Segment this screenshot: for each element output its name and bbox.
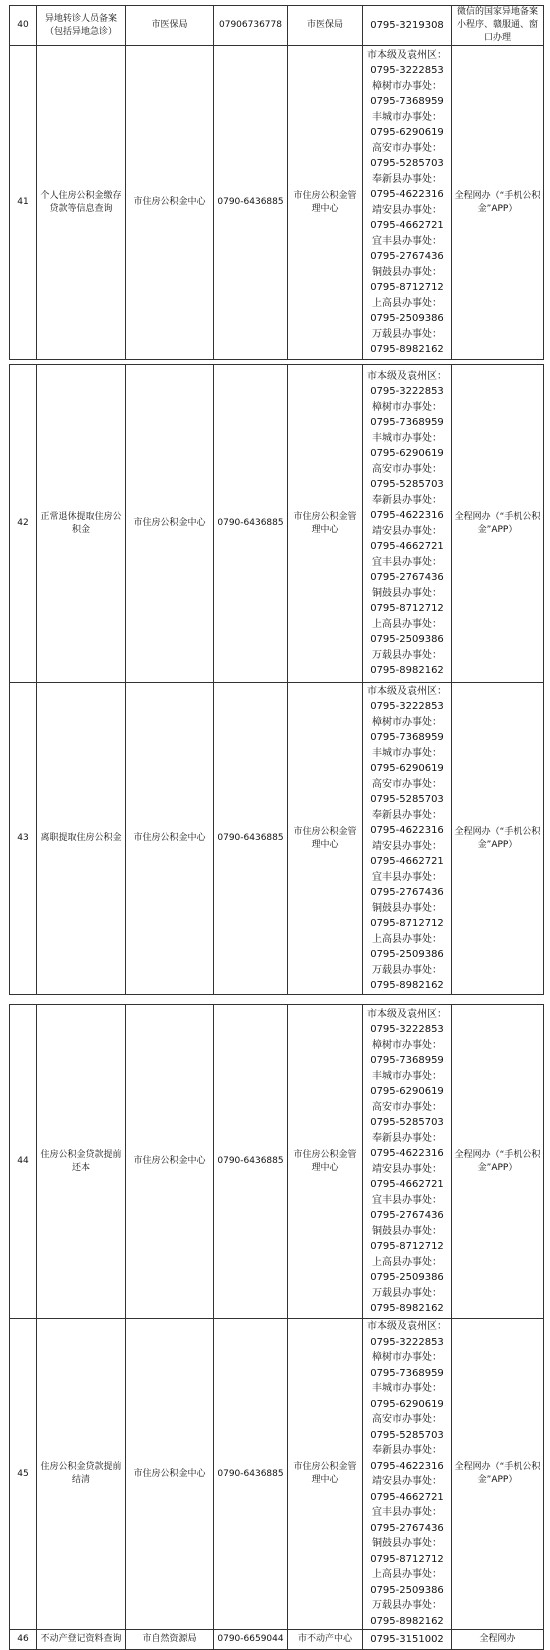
contact-line: 0795-3222853 (370, 386, 444, 397)
row-number: 45 (10, 1319, 37, 1630)
contact-line: 奉新县办事处： (372, 809, 442, 821)
service-item: 异地转诊人员备案（包括异地急诊） (37, 6, 126, 46)
contact-line: 0795-8712712 (370, 282, 444, 293)
service-table-block-2 (9, 364, 544, 995)
table-row (10, 365, 544, 683)
contact-line: 市本级及袁州区： (367, 1321, 447, 1332)
handling-unit: 市住房公积金管理中心 (288, 365, 363, 683)
table-row (10, 1630, 544, 1650)
contact-line: 0795-3219308 (370, 19, 444, 31)
contact-line: 0795-8982162 (370, 1615, 444, 1627)
contact-line: 丰城市办事处： (372, 747, 442, 759)
contact-line: 0795-7368959 (370, 1367, 444, 1379)
contact-line: 丰城市办事处： (372, 1070, 442, 1082)
contact-line: 0795-5285703 (370, 794, 444, 805)
contact-line: 0795-8982162 (370, 1303, 444, 1314)
table-row (10, 683, 544, 995)
contact-line: 0795-3222853 (370, 1336, 444, 1348)
responsible-department: 市医保局 (126, 6, 214, 46)
contact-line: 0795-6290619 (370, 127, 444, 138)
contact-line: 0795-8982162 (370, 980, 444, 991)
contact-line: 铜鼓县办事处： (372, 1538, 442, 1549)
contact-line: 高安市办事处： (372, 142, 442, 154)
service-item: 不动产登记资料查询 (37, 1630, 126, 1650)
contact-line: 樟树市办事处： (372, 80, 442, 92)
contact-line: 0795-2509386 (370, 949, 444, 960)
contact-line: 0795-6290619 (370, 1086, 444, 1097)
contact-line: 0795-3222853 (370, 1024, 444, 1035)
table-row (10, 46, 544, 360)
contact-line: 宜丰县办事处： (372, 871, 442, 883)
contact-line: 0795-4622316 (370, 825, 444, 836)
contact-line: 万载县办事处： (372, 1287, 442, 1299)
handling-unit: 市住房公积金管理中心 (288, 1005, 363, 1319)
contact-line: 万载县办事处： (372, 649, 442, 661)
contact-line: 0795-3151002 (370, 1633, 444, 1645)
department-phone: 0790-6436885 (214, 683, 288, 995)
service-item: 正常退休提取住房公积金 (37, 365, 126, 683)
service-item: 离职提取住房公积金 (37, 683, 126, 995)
responsible-department: 市住房公积金中心 (126, 365, 214, 683)
handling-unit: 市住房公积金管理中心 (288, 1319, 363, 1630)
contact-line: 0795-6290619 (370, 763, 444, 774)
contact-line: 0795-7368959 (370, 96, 444, 107)
handling-method: 全程网办（“手机公积金”APP） (452, 683, 544, 995)
contact-line: 上高县办事处： (372, 1256, 442, 1268)
contact-list (363, 365, 452, 683)
responsible-department: 市住房公积金中心 (126, 46, 214, 360)
contact-line: 奉新县办事处： (372, 494, 442, 506)
contact-line: 樟树市办事处： (372, 716, 442, 728)
contact-line: 0795-7368959 (370, 1055, 444, 1066)
contact-line: 上高县办事处： (372, 1569, 442, 1580)
contact-line: 0795-2509386 (370, 1584, 444, 1596)
contact-line: 奉新县办事处： (372, 1445, 442, 1456)
contact-line: 樟树市办事处： (372, 1039, 442, 1051)
contact-line: 铜鼓县办事处： (372, 902, 442, 914)
service-item: 住房公积金贷款提前还本 (37, 1005, 126, 1319)
handling-unit: 市住房公积金管理中心 (288, 683, 363, 995)
department-phone: 07906736778 (214, 6, 288, 46)
service-item: 个人住房公积金缴存贷款等信息查询 (37, 46, 126, 360)
contact-line: 0795-5285703 (370, 479, 444, 490)
contact-line: 靖安县办事处： (372, 1163, 442, 1175)
contact-line: 奉新县办事处： (372, 173, 442, 185)
contact-line: 0795-4662721 (370, 1179, 444, 1190)
contact-line: 市本级及袁州区： (367, 1008, 447, 1020)
contact-list (363, 1005, 452, 1319)
handling-unit: 市住房公积金管理中心 (288, 46, 363, 360)
contact-line: 宜丰县办事处： (372, 1194, 442, 1206)
contact-line: 上高县办事处： (372, 933, 442, 945)
handling-method: 全程网办 (452, 1630, 544, 1650)
contact-line: 靖安县办事处： (372, 840, 442, 852)
contact-list (363, 1319, 452, 1630)
contact-list (363, 6, 452, 46)
contact-line: 万载县办事处： (372, 1600, 442, 1611)
responsible-department: 市住房公积金中心 (126, 1319, 214, 1630)
handling-method: 全程网办（“手机公积金”APP） (452, 365, 544, 683)
contact-line: 0795-2509386 (370, 313, 444, 324)
contact-line: 0795-2767436 (370, 251, 444, 262)
contact-line: 高安市办事处： (372, 778, 442, 790)
service-item: 住房公积金贷款提前结清 (37, 1319, 126, 1630)
contact-line: 铜鼓县办事处： (372, 587, 442, 599)
contact-line: 0795-5285703 (370, 1429, 444, 1441)
contact-line: 0795-2767436 (370, 572, 444, 583)
service-table-block-3 (9, 1004, 544, 1650)
contact-line: 宜丰县办事处： (372, 235, 442, 247)
contact-line: 0795-4662721 (370, 856, 444, 867)
contact-list (363, 1630, 452, 1650)
department-phone: 0790-6436885 (214, 46, 288, 360)
contact-line: 0795-6290619 (370, 1398, 444, 1410)
responsible-department: 市住房公积金中心 (126, 1005, 214, 1319)
contact-line: 0795-4622316 (370, 189, 444, 200)
row-number: 40 (10, 6, 37, 46)
contact-line: 高安市办事处： (372, 463, 442, 475)
contact-line: 宜丰县办事处： (372, 1507, 442, 1518)
contact-line: 0795-2767436 (370, 1522, 444, 1534)
contact-line: 0795-2767436 (370, 1210, 444, 1221)
row-number: 46 (10, 1630, 37, 1650)
contact-line: 0795-8712712 (370, 603, 444, 614)
contact-line: 0795-2767436 (370, 887, 444, 898)
handling-method: 微信的国家异地备案小程序、赣服通、窗口办理 (452, 6, 544, 46)
contact-line: 0795-8712712 (370, 1241, 444, 1252)
handling-unit: 市医保局 (288, 6, 363, 46)
contact-line: 0795-2509386 (370, 634, 444, 645)
contact-line: 万载县办事处： (372, 964, 442, 976)
department-phone: 0790-6659044 (214, 1630, 288, 1650)
contact-line: 市本级及袁州区： (367, 49, 447, 61)
contact-line: 0795-8982162 (370, 344, 444, 355)
contact-line: 0795-3222853 (370, 701, 444, 712)
responsible-department: 市自然资源局 (126, 1630, 214, 1650)
row-number: 42 (10, 365, 37, 683)
contact-list (363, 46, 452, 360)
service-table-block-1 (9, 5, 544, 360)
contact-line: 市本级及袁州区： (367, 685, 447, 697)
contact-line: 0795-5285703 (370, 1117, 444, 1128)
contact-line: 樟树市办事处： (372, 401, 442, 413)
contact-line: 0795-7368959 (370, 732, 444, 743)
row-number: 44 (10, 1005, 37, 1319)
contact-line: 铜鼓县办事处： (372, 1225, 442, 1237)
handling-method: 全程网办（“手机公积金”APP） (452, 46, 544, 360)
contact-line: 丰城市办事处： (372, 432, 442, 444)
handling-method: 全程网办（“手机公积金”APP） (452, 1319, 544, 1630)
contact-line: 丰城市办事处： (372, 1383, 442, 1394)
department-phone: 0790-6436885 (214, 1319, 288, 1630)
contact-line: 奉新县办事处： (372, 1132, 442, 1144)
contact-line: 高安市办事处： (372, 1414, 442, 1425)
row-number: 43 (10, 683, 37, 995)
contact-line: 0795-5285703 (370, 158, 444, 169)
contact-line: 高安市办事处： (372, 1101, 442, 1113)
table-row (10, 6, 544, 46)
contact-line: 上高县办事处： (372, 618, 442, 630)
department-phone: 0790-6436885 (214, 1005, 288, 1319)
row-number: 41 (10, 46, 37, 360)
contact-line: 0795-4622316 (370, 510, 444, 521)
contact-line: 万载县办事处： (372, 328, 442, 340)
contact-line: 0795-2509386 (370, 1272, 444, 1283)
contact-line: 0795-8982162 (370, 665, 444, 676)
contact-line: 0795-4662721 (370, 541, 444, 552)
department-phone: 0790-6436885 (214, 365, 288, 683)
contact-line: 0795-8712712 (370, 918, 444, 929)
contact-line: 0795-8712712 (370, 1553, 444, 1565)
table-row (10, 1005, 544, 1319)
contact-line: 0795-6290619 (370, 448, 444, 459)
contact-line: 0795-3222853 (370, 65, 444, 76)
contact-line: 0795-4622316 (370, 1148, 444, 1159)
contact-line: 樟树市办事处： (372, 1352, 442, 1363)
handling-unit: 市不动产中心 (288, 1630, 363, 1650)
contact-line: 0795-7368959 (370, 417, 444, 428)
contact-line: 市本级及袁州区： (367, 370, 447, 382)
responsible-department: 市住房公积金中心 (126, 683, 214, 995)
contact-line: 丰城市办事处： (372, 111, 442, 123)
contact-line: 上高县办事处： (372, 297, 442, 309)
contact-line: 0795-4622316 (370, 1460, 444, 1472)
contact-line: 靖安县办事处： (372, 204, 442, 216)
contact-line: 宜丰县办事处： (372, 556, 442, 568)
contact-line: 靖安县办事处： (372, 525, 442, 537)
contact-list (363, 683, 452, 995)
contact-line: 0795-4662721 (370, 1491, 444, 1503)
handling-method: 全程网办（“手机公积金”APP） (452, 1005, 544, 1319)
contact-line: 0795-4662721 (370, 220, 444, 231)
contact-line: 铜鼓县办事处： (372, 266, 442, 278)
table-row (10, 1319, 544, 1630)
contact-line: 靖安县办事处： (372, 1476, 442, 1487)
